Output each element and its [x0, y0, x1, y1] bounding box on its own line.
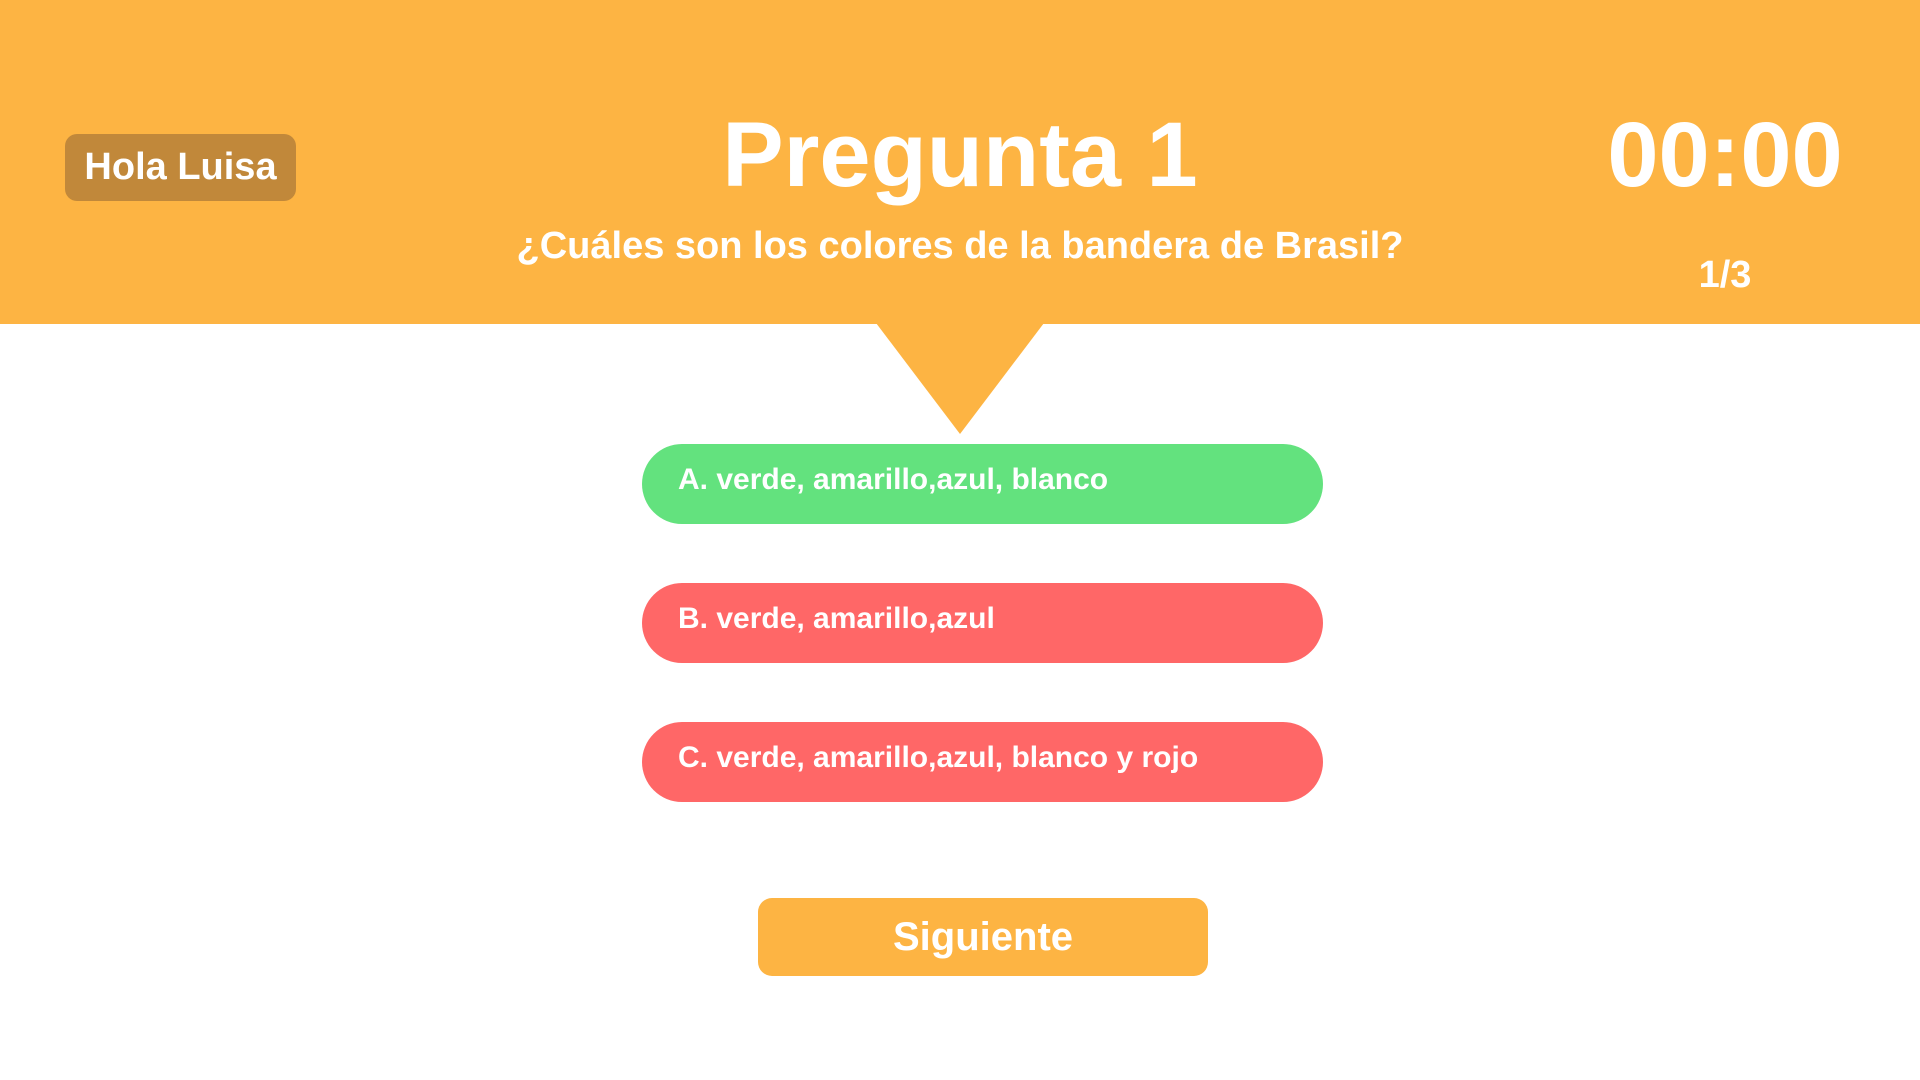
question-header	[0, 0, 1920, 324]
answer-option-b[interactable]: B. verde, amarillo,azul	[642, 583, 1323, 663]
question-counter: 1/3	[1698, 254, 1752, 296]
answer-option-a[interactable]: A. verde, amarillo,azul, blanco	[642, 444, 1323, 524]
question-title: Pregunta 1	[722, 104, 1198, 206]
next-button[interactable]: Siguiente	[758, 898, 1208, 976]
header-pointer-triangle	[876, 323, 1044, 434]
answer-option-c[interactable]: C. verde, amarillo,azul, blanco y rojo	[642, 722, 1323, 802]
question-text: ¿Cuáles son los colores de la bandera de Brasil?	[516, 225, 1404, 267]
timer-display: 00:00	[1607, 104, 1843, 206]
user-greeting-badge: Hola Luisa	[65, 134, 296, 201]
